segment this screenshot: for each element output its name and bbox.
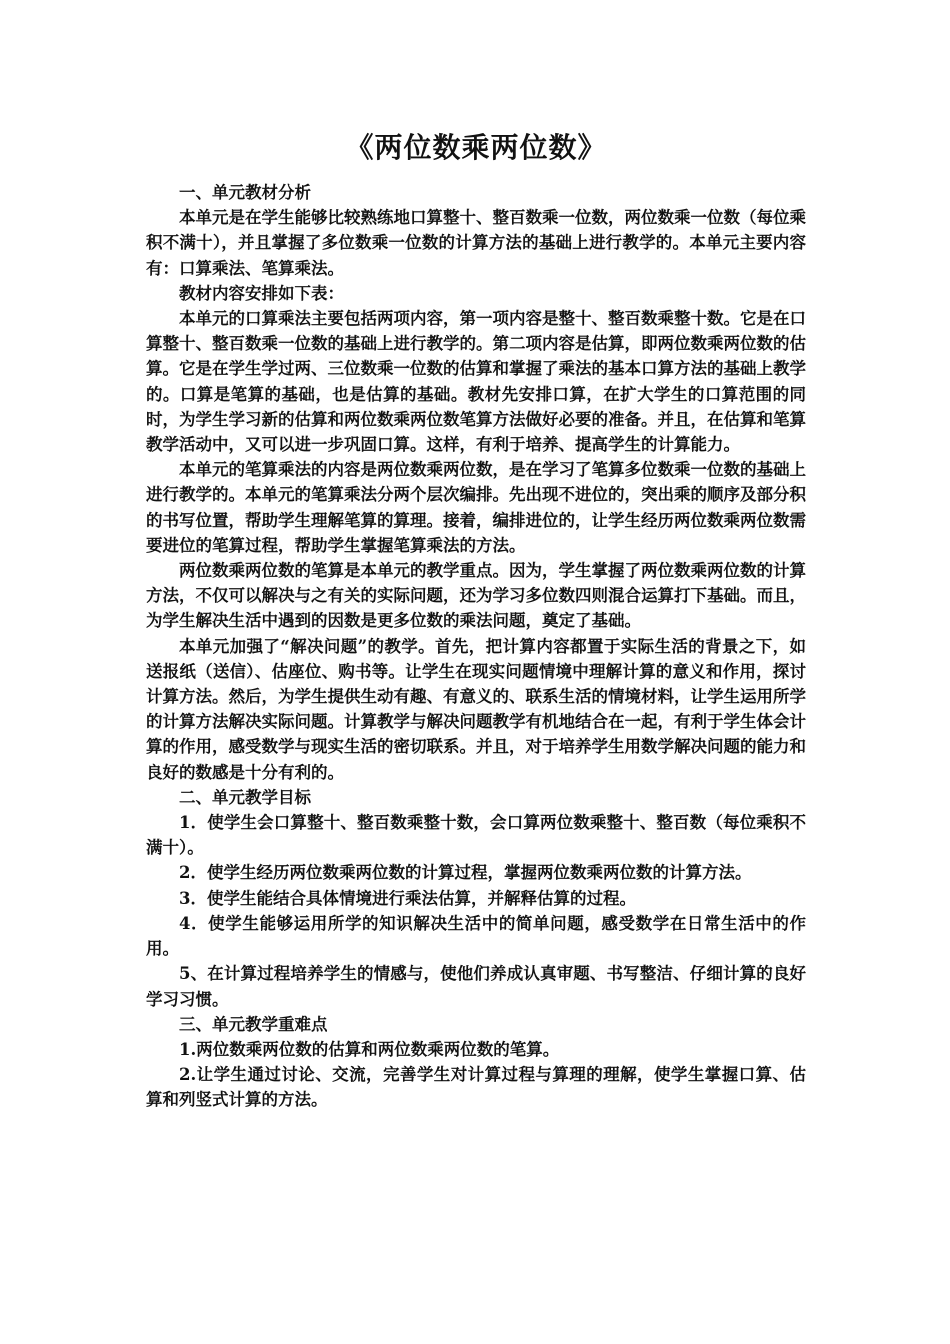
section-heading: 一、单元教材分析 <box>179 183 311 202</box>
paragraph: 教材内容安排如下表： <box>179 283 344 303</box>
section-key-difficulties <box>146 1012 806 1113</box>
goal-item: 5、在计算过程培养学生的情感与，使他们养成认真审题、书写整洁、仔细计算的良好学习习惯。 <box>146 964 806 1009</box>
key-point-item: 1.两位数乘两位数的估算和两位数乘两位数的笔算。 <box>179 1039 560 1059</box>
goal-item: 3．使学生能结合具体情境进行乘法估算，并解释估算的过程。 <box>179 888 636 908</box>
paragraph: 本单元的口算乘法主要包括两项内容，第一项内容是整十、整百数乘整十数。它是在口算整十、整百数乘一位数的基础上进行教学的。第二项内容是估算，即两位数乘两位数的估算。它是在学生学过两、三位数乘一位数的估算和掌握了乘法的基本口算方法的基础上教学的。口算是笔算的基础，也是估算的基础。教材先安排口算，在扩大学生的口算范围的同时，为学生学习新的估算和两位数乘两位数笔算方法做好必要的准备。并且，在估算和笔算教学活动中，又可以进一步巩固口算。这样，有利于培养、提高学生的计算能力。 <box>146 309 806 455</box>
document-page <box>146 128 806 1113</box>
section-teaching-goals <box>146 785 806 1012</box>
paragraph: 本单元的笔算乘法的内容是两位数乘两位数，是在学习了笔算多位数乘一位数的基础上进行教学的。本单元的笔算乘法分两个层次编排。先出现不进位的，突出乘的顺序及部分积的书写位置，帮助学生理解笔算的算理。接着，编排进位的，让学生经历两位数乘两位数需要进位的笔算过程，帮助学生掌握笔算乘法的方法。 <box>146 460 806 555</box>
document-title: 《两位数乘两位数》 <box>345 131 607 164</box>
section-heading: 三、单元教学重难点 <box>179 1014 328 1034</box>
section-textbook-analysis <box>146 180 806 785</box>
paragraph: 本单元是在学生能够比较熟练地口算整十、整百数乘一位数，两位数乘一位数（每位乘积不满十），并且掌握了多位数乘一位数的计算方法的基础上进行教学的。本单元主要内容有：口算乘法、笔算乘法。 <box>146 208 806 278</box>
paragraph: 本单元加强了“解决问题”的教学。首先，把计算内容都置于实际生活的背景之下，如送报纸（送信）、估座位、购书等。让学生在现实问题情境中理解计算的意义和作用，探讨计算方法。然后，为学生提供生动有趣、有意义的、联系生活的情境材料，让学生运用所学的计算方法解决实际问题。计算教学与解决问题教学有机地结合在一起，有利于学生体会计算的作用，感受数学与现实生活的密切联系。并且，对于培养学生用数学解决问题的能力和良好的数感是十分有利的。 <box>146 636 806 782</box>
section-heading: 二、单元教学目标 <box>179 787 311 807</box>
goal-item: 2．使学生经历两位数乘两位数的计算过程，掌握两位数乘两位数的计算方法。 <box>179 863 752 883</box>
goal-item: 1．使学生会口算整十、整百数乘整十数，会口算两位数乘整十、整百数（每位乘积不满十）。 <box>146 813 806 858</box>
key-point-item: 2.让学生通过讨论、交流，完善学生对计算过程与算理的理解，使学生掌握口算、估算和列竖式计算的方法。 <box>146 1065 806 1110</box>
paragraph: 两位数乘两位数的笔算是本单元的教学重点。因为，学生掌握了两位数乘两位数的计算方法，不仅可以解决与之有关的实际问题，还为学习多位数四则混合运算打下基础。而且，为学生解决生活中遇到的因数是更多位数的乘法问题，奠定了基础。 <box>146 561 806 631</box>
goal-item: 4．使学生能够运用所学的知识解决生活中的简单问题，感受数学在日常生活中的作用。 <box>146 913 806 959</box>
